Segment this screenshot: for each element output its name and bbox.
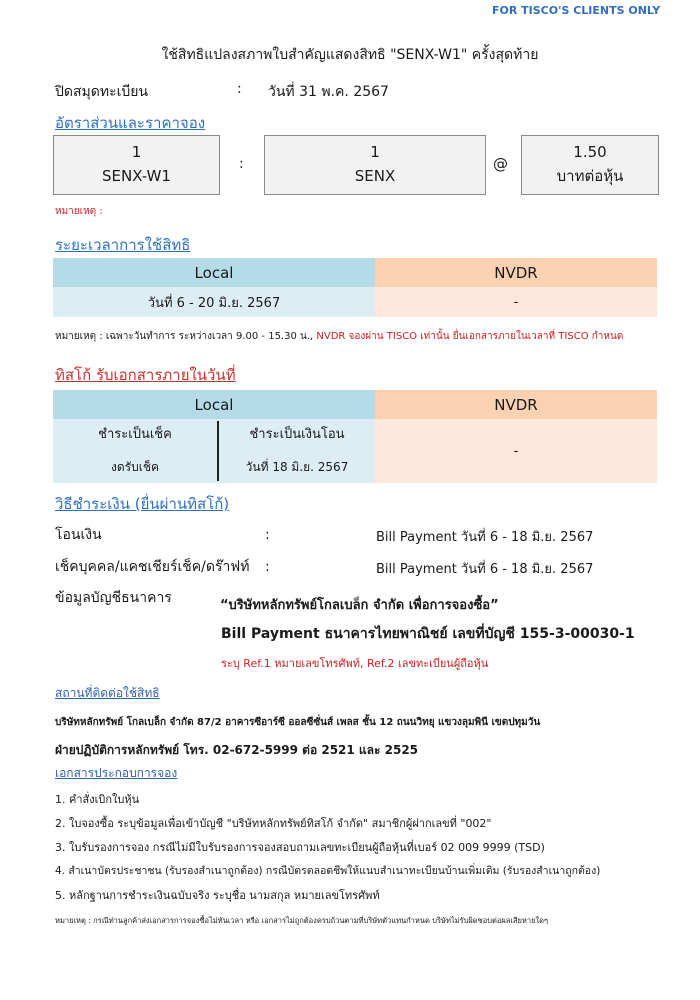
at-sign: @	[493, 155, 508, 173]
ratio-note: หมายเหตุ :	[55, 206, 103, 217]
contact-department: ฝ่ายปฏิบัติการหลักทรัพย์ โทร. 02-672-5999 ต่อ 2521 และ 2525	[55, 743, 419, 757]
period-local-value: วันที่ 6 - 20 มิ.ย. 2567	[53, 287, 375, 317]
document-item-2: 2. ใบจองซื้อ ระบุข้อมูลเพื่อเข้าบัญชี "บริษัทหลักทรัพย์ทิสโก้ จำกัด" สมาชิกผู้ฝากเลขที่ "002"	[55, 817, 492, 830]
payment-transfer-label: โอนเงิน	[55, 527, 102, 543]
payment-cheque-value: Bill Payment วันที่ 6 - 18 มิ.ย. 2567	[376, 562, 594, 577]
warrant-ratio-box	[53, 135, 220, 195]
share-ratio-num: 1	[370, 143, 380, 161]
price-box	[521, 135, 659, 195]
cheque-value: งดรับเช็ค	[111, 459, 159, 474]
clients-only-note: FOR TISCO'S CLIENTS ONLY	[492, 4, 661, 17]
tisco-nvdr-value: -	[375, 419, 657, 483]
bank-company: “บริษัทหลักทรัพย์โกลเบล็ก จำกัด เพื่อการจองซื้อ”	[220, 598, 499, 613]
warrant-ratio-num: 1	[131, 143, 142, 161]
tisco-docs-heading: ทิสโก้ รับเอกสารภายในวันที่	[55, 366, 236, 384]
document-item-1: 1. คำสั่งเบิกใบหุ้น	[55, 793, 140, 806]
document-item-4: 4. สำเนาบัตรประชาชน (รับรองสำเนาถูกต้อง) กรณีบัตรตลอดชีพให้แนบสำเนาทะเบียนบ้านเพิ่มเติม (รับรองสำเนาถูกต้อง)	[55, 865, 601, 877]
documents-heading[interactable]: เอกสารประกอบการจอง	[55, 766, 178, 780]
price-unit: บาทต่อหุ้น	[556, 167, 624, 185]
share-ratio-name: SENX	[354, 167, 396, 185]
transfer-value: วันที่ 18 มิ.ย. 2567	[245, 459, 349, 474]
period-nvdr-header: NVDR	[375, 258, 657, 287]
period-local-header: Local	[53, 258, 375, 287]
period-nvdr-value: -	[375, 287, 657, 317]
book-close-label: ปิดสมุดทะเบียน	[55, 84, 149, 100]
page-title: ใช้สิทธิแปลงสภาพใบสำคัญแสดงสิทธิ "SENX-W1" ครั้งสุดท้าย	[161, 47, 539, 63]
documents-footer-note: หมายเหตุ : กรณีท่านลูกค้าส่งเอกสารการจองซื้อไม่ทันเวลา หรือ เอกสารไม่ถูกต้องครบถ้วนตามที่บริษัทตัวแทนกำหนด บริษัทไม่รับผิดชอบต่อผลเสียหายใดๆ	[55, 916, 549, 925]
document-item-3: 3. ใบรับรองการจอง กรณีไม่มีใบรับรองการจองสอบถามเลขทะเบียนผู้ถือหุ้นที่เบอร์ 02 009 9999 (TSD)	[55, 841, 545, 854]
bank-info-label: ข้อมูลบัญชีธนาคาร	[55, 590, 172, 606]
payment-transfer-value: Bill Payment วันที่ 6 - 18 มิ.ย. 2567	[376, 530, 594, 545]
book-close-colon: :	[237, 81, 242, 97]
bank-ref-note: ระบุ Ref.1 หมายเลขโทรศัพท์, Ref.2 เลขทะเบียนผู้ถือหุ้น	[221, 657, 489, 670]
transfer-label: ชำระเป็นเงินโอน	[249, 426, 345, 442]
payment-transfer-colon: :	[265, 527, 270, 543]
ratio-heading: อัตราส่วนและราคาจอง	[55, 114, 206, 132]
contact-address: บริษัทหลักทรัพย์ โกลเบล็ก จำกัด 87/2 อาคารซีอาร์ซี ออลซีซั่นส์ เพลส ชั้น 12 ถนนวิทยุ แขวงลุมพินี เขตปทุมวัน	[55, 717, 541, 728]
tisco-local-header: Local	[53, 390, 375, 419]
payment-cheque-label: เช็คบุคคล/แคชเชียร์เช็ค/ดร๊าฟท์	[55, 559, 250, 575]
cheque-label: ชำระเป็นเช็ค	[98, 426, 172, 442]
contact-heading[interactable]: สถานที่ติดต่อใช้สิทธิ	[55, 686, 160, 700]
ratio-colon: :	[239, 156, 244, 172]
period-note-nvdr: NVDR จองผ่าน TISCO เท่านั้น ยื่นเอกสารภายในเวลาที่ TISCO กำหนด	[316, 331, 624, 342]
bank-account: Bill Payment ธนาคารไทยพาณิชย์ เลขที่บัญชี 155-3-00030-1	[221, 626, 635, 642]
payment-heading: วิธีชำระเงิน (ยื่นผ่านทิสโก้)	[55, 495, 230, 513]
payment-cheque-colon: :	[265, 559, 270, 575]
period-heading: ระยะเวลาการใช้สิทธิ	[55, 236, 191, 254]
tisco-nvdr-header: NVDR	[375, 390, 657, 419]
book-close-date: วันที่ 31 พ.ค. 2567	[268, 84, 389, 100]
price-value: 1.50	[573, 143, 607, 161]
period-note	[55, 329, 623, 344]
period-note-text: หมายเหตุ : เฉพาะวันทำการ ระหว่างเวลา 9.00 - 15.30 น.,	[55, 331, 314, 342]
share-ratio-box	[264, 135, 486, 195]
warrant-ratio-name: SENX-W1	[102, 167, 171, 185]
document-item-5: 5. หลักฐานการชำระเงินฉบับจริง ระบุชื่อ นามสกุล หมายเลขโทรศัพท์	[55, 889, 380, 902]
